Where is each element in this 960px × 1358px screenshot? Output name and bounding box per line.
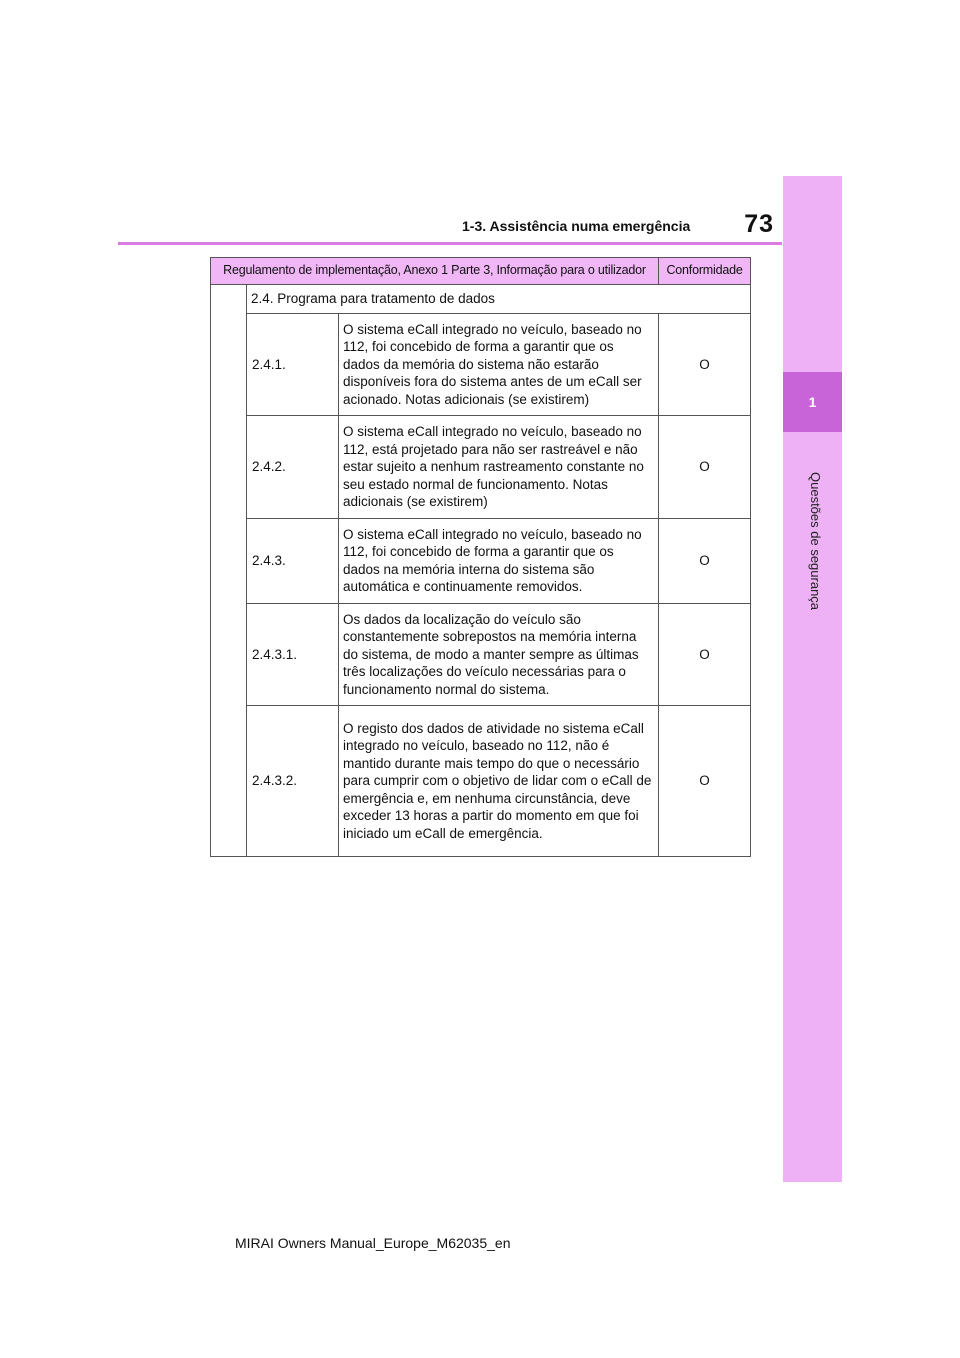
table-section-row bbox=[211, 285, 751, 314]
table-header-row bbox=[211, 258, 751, 285]
row-text: O sistema eCall integrado no veículo, baseado no 112, está projetado para não ser rastreável e não estar sujeito a nenhum rastreamento constante no seu estado normal de funcionamento. Notas adicionais (se existirem) bbox=[339, 416, 659, 519]
row-number: 2.4.3. bbox=[247, 518, 339, 603]
section-heading: 2.4. Programa para tratamento de dados bbox=[247, 285, 751, 314]
row-text: Os dados da localização do veículo são constantemente sobrepostos na memória interna do sistema, de modo a manter sempre as últimas três localizações do veículo necessárias para o funcionamento normal do sistema. bbox=[339, 603, 659, 706]
table-row bbox=[211, 706, 751, 857]
row-conformity: O bbox=[659, 518, 751, 603]
footer-manual-id: MIRAI Owners Manual_Europe_M62035_en bbox=[235, 1235, 511, 1251]
table-row bbox=[211, 416, 751, 519]
header-divider bbox=[118, 242, 782, 245]
table-row bbox=[211, 518, 751, 603]
column-header-conformity: Conformidade bbox=[659, 258, 751, 285]
row-conformity: O bbox=[659, 313, 751, 416]
indent-cell bbox=[211, 285, 247, 857]
row-text: O sistema eCall integrado no veículo, baseado no 112, foi concebido de forma a garantir que os dados na memória interna do sistema são automática e continuamente removidos. bbox=[339, 518, 659, 603]
side-chapter-tab bbox=[783, 176, 842, 1182]
row-number: 2.4.3.1. bbox=[247, 603, 339, 706]
row-number: 2.4.1. bbox=[247, 313, 339, 416]
table-row bbox=[211, 313, 751, 416]
chapter-number-tab[interactable]: 1 bbox=[783, 372, 842, 432]
chapter-label: Questões de segurança bbox=[808, 472, 823, 611]
table-row bbox=[211, 603, 751, 706]
row-text: O registo dos dados de atividade no sistema eCall integrado no veículo, baseado no 112, não é mantido durante mais tempo do que o necessário para cumprir com o objetivo de lidar com o eCall de emergência e, em nenhuma circunstância, deve exceder 13 horas a partir do momento em que foi iniciado um eCall de emergência. bbox=[339, 706, 659, 857]
column-header-regulation: Regulamento de implementação, Anexo 1 Parte 3, Informação para o utilizador bbox=[211, 258, 659, 285]
row-conformity: O bbox=[659, 603, 751, 706]
section-title: 1-3. Assistência numa emergência bbox=[462, 218, 691, 234]
row-conformity: O bbox=[659, 416, 751, 519]
row-text: O sistema eCall integrado no veículo, baseado no 112, foi concebido de forma a garantir que os dados da memória do sistema não estarão disponíveis fora do sistema antes de um eCall ser acionado. Notas adicionais (se existirem) bbox=[339, 313, 659, 416]
row-number: 2.4.2. bbox=[247, 416, 339, 519]
row-number: 2.4.3.2. bbox=[247, 706, 339, 857]
row-conformity: O bbox=[659, 706, 751, 857]
regulation-table bbox=[210, 257, 751, 857]
page-number: 73 bbox=[744, 210, 774, 238]
